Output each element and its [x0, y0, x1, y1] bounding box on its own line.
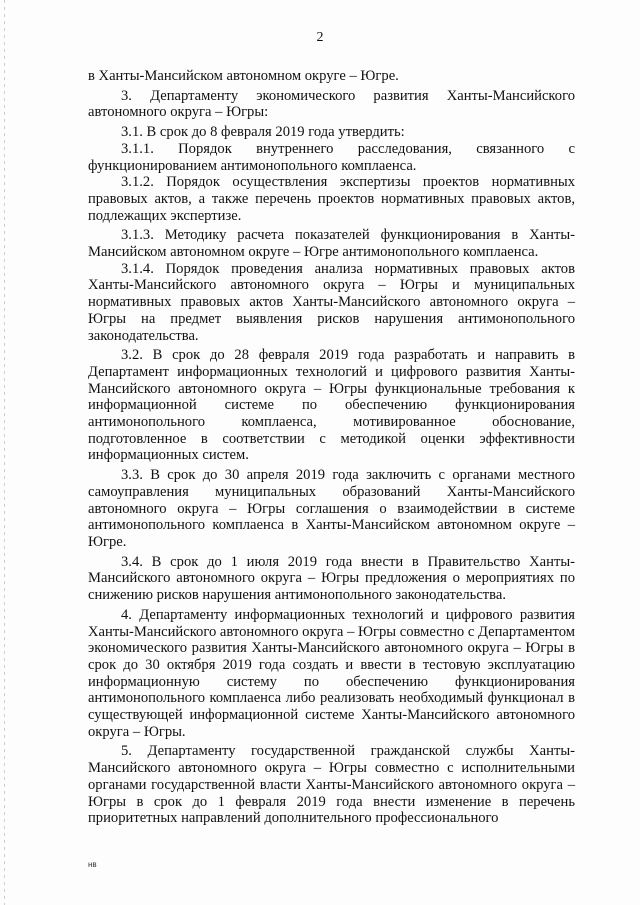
page-number: 2	[316, 30, 324, 45]
paragraph: 3.1.4. Порядок проведения анализа нормативных правовых актов Ханты-Мансийского автономного округа – Югры и муниципальных нормативных правовых актов Ханты-Мансийского автономного округа – Югры на предмет выявления рисков нарушения антимонопольного законодательства.	[88, 260, 575, 344]
paragraph: 4. Департаменту информационных технологий и цифрового развития Ханты-Мансийского автономного округа – Югры совместно с Департаментом экономического развития Ханты-Мансийского автономного округа – Югры в срок до 30 октября 2019 года создать и ввести в тестовую эксплуатацию информационную систему по обеспечению функционирования антимонопольного комплаенса либо реализовать необходимый функционал в существующей информационной системе Ханты-Мансийского автономного округа – Югры.	[88, 606, 575, 740]
paragraph: 3.2. В срок до 28 февраля 2019 года разработать и направить в Департамент информационных технологий и цифрового развития Ханты-Мансийского автономного округа – Югры функциональные требования к информационной системе по обеспечению функционирования антимонопольного комплаенса, мотивированное обоснование, подготовленное в соответствии с методикой оценки эффективности информационных систем.	[88, 347, 575, 464]
paragraph: в Ханты-Мансийском автономном округе – Югре.	[88, 68, 399, 84]
document-body	[88, 68, 575, 827]
paragraph: 3. Департаменту экономического развития Ханты-Мансийского автономного округа – Югры:	[88, 87, 575, 121]
paragraph: 3.1.1. Порядок внутреннего расследования, связанного с функционированием антимонопольного комплаенса.	[88, 140, 575, 174]
paragraph: 3.3. В срок до 30 апреля 2019 года заключить с органами местного самоуправления муниципальных образований Ханты-Мансийского автономного округа – Югры соглашения о взаимодействии в системе антимонопольного комплаенса в Ханты-Мансийском автономном округе – Югре.	[88, 467, 575, 550]
paragraph: 3.4. В срок до 1 июля 2019 года внести в Правительство Ханты-Мансийского автономного округа – Югры предложения о мероприятиях по снижению рисков нарушения антимонопольного законодательства.	[88, 553, 575, 604]
paragraph: 3.1.3. Методику расчета показателей функционирования в Ханты-Мансийском автономном округе – Югре антимонопольного комплаенса.	[88, 227, 575, 261]
paragraph: 5. Департаменту государственной гражданской службы Ханты-Мансийского автономного округа – Югры совместно с исполнительными органами государственной власти Ханты-Мансийского автономного округа – Югры в срок до 1 февраля 2019 года внести изменение в перечень приоритетных направлений дополнительного профессионального	[88, 743, 575, 827]
paragraph: 3.1.2. Порядок осуществления экспертизы проектов нормативных правовых актов, а также перечень проектов нормативных правовых актов, подлежащих экспертизе.	[88, 174, 575, 224]
scan-edge	[4, 0, 5, 905]
paragraph: 3.1. В срок до 8 февраля 2019 года утвердить:	[121, 124, 405, 141]
footer-mark: нв	[88, 860, 97, 869]
